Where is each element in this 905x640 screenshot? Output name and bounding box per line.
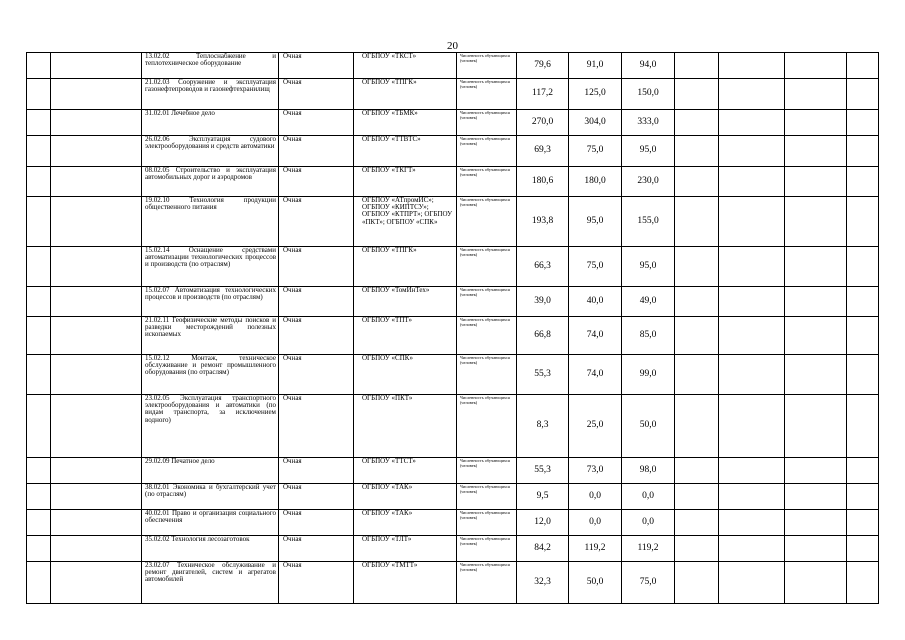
cell-empty-b [51,167,142,197]
cell-value-2: 180,0 [569,167,622,197]
cell-empty-b [51,136,142,167]
cell-empty-d [719,79,785,110]
cell-value-3: 95,0 [622,247,675,287]
cell-empty-c [675,317,719,355]
cell-empty-a [27,79,51,110]
cell-study-form: Очная [279,484,354,510]
cell-value-2: 25,0 [569,395,622,458]
cell-indicator: Численность обучающихся (человек) [457,136,517,167]
cell-indicator: Численность обучающихся (человек) [457,562,517,604]
cell-empty-b [51,395,142,458]
cell-value-2: 74,0 [569,317,622,355]
table-row [27,247,879,287]
cell-value-3: 99,0 [622,355,675,395]
cell-empty-b [51,197,142,247]
table-row [27,355,879,395]
cell-study-form: Очная [279,510,354,536]
cell-organization: ОГБПОУ «ТЛТ» [354,536,457,562]
cell-empty-f [847,167,879,197]
cell-study-form: Очная [279,536,354,562]
cell-value-1: 270,0 [517,110,569,136]
cell-value-3: 155,0 [622,197,675,247]
cell-empty-e [785,562,847,604]
cell-program: 08.02.05 Строительство и эксплуатация автомобильных дорог и аэродромов [142,167,279,197]
cell-empty-c [675,287,719,317]
table-row [27,395,879,458]
cell-empty-e [785,136,847,167]
cell-indicator: Численность обучающихся (человек) [457,53,517,79]
cell-empty-f [847,510,879,536]
cell-value-2: 75,0 [569,136,622,167]
cell-value-1: 84,2 [517,536,569,562]
cell-empty-f [847,484,879,510]
cell-empty-e [785,317,847,355]
cell-organization: ОГБПОУ «ПКТ» [354,395,457,458]
cell-value-3: 94,0 [622,53,675,79]
cell-indicator: Численность обучающихся (человек) [457,197,517,247]
cell-indicator: Численность обучающихся (человек) [457,536,517,562]
cell-value-1: 32,3 [517,562,569,604]
cell-empty-f [847,355,879,395]
cell-indicator: Численность обучающихся (человек) [457,317,517,355]
cell-empty-f [847,458,879,484]
cell-value-1: 66,3 [517,247,569,287]
cell-empty-c [675,395,719,458]
cell-value-3: 230,0 [622,167,675,197]
cell-empty-c [675,136,719,167]
cell-empty-e [785,53,847,79]
cell-empty-c [675,167,719,197]
cell-indicator: Численность обучающихся (человек) [457,79,517,110]
cell-indicator: Численность обучающихся (человек) [457,510,517,536]
cell-empty-f [847,197,879,247]
cell-empty-a [27,355,51,395]
cell-empty-d [719,562,785,604]
cell-empty-c [675,247,719,287]
cell-empty-d [719,247,785,287]
cell-empty-b [51,247,142,287]
cell-empty-a [27,287,51,317]
table-row [27,110,879,136]
cell-study-form: Очная [279,317,354,355]
cell-value-2: 50,0 [569,562,622,604]
table-row [27,536,879,562]
cell-empty-d [719,484,785,510]
cell-empty-f [847,247,879,287]
cell-empty-e [785,536,847,562]
cell-value-3: 49,0 [622,287,675,317]
cell-empty-a [27,110,51,136]
cell-program: 21.02.11 Геофизические методы поисков и разведки месторождений полезных ископаемых [142,317,279,355]
cell-value-1: 55,3 [517,355,569,395]
cell-empty-a [27,53,51,79]
cell-program: 40.02.01 Право и организация социального обеспечения [142,510,279,536]
cell-organization: ОГБПОУ «ТПТ» [354,317,457,355]
cell-empty-d [719,287,785,317]
cell-empty-e [785,287,847,317]
cell-value-2: 74,0 [569,355,622,395]
cell-empty-e [785,110,847,136]
cell-empty-e [785,484,847,510]
cell-organization: ОГБПОУ «ТКСТ» [354,53,457,79]
cell-value-3: 0,0 [622,484,675,510]
cell-value-1: 117,2 [517,79,569,110]
cell-indicator: Численность обучающихся (человек) [457,110,517,136]
cell-empty-b [51,484,142,510]
cell-empty-e [785,458,847,484]
cell-empty-c [675,484,719,510]
cell-value-1: 12,0 [517,510,569,536]
cell-empty-e [785,247,847,287]
cell-empty-a [27,136,51,167]
cell-empty-a [27,247,51,287]
cell-study-form: Очная [279,395,354,458]
cell-empty-f [847,287,879,317]
table-row [27,317,879,355]
cell-value-3: 98,0 [622,458,675,484]
cell-value-2: 0,0 [569,484,622,510]
cell-organization: ОГБПОУ «ТомИнТех» [354,287,457,317]
cell-empty-f [847,562,879,604]
cell-program: 15.02.14 Оснащение средствами автоматизации технологических процессов и производств (по отраслям) [142,247,279,287]
cell-organization: ОГБПОУ «ТПГК» [354,247,457,287]
cell-value-1: 69,3 [517,136,569,167]
table-row [27,197,879,247]
cell-program: 29.02.09 Печатное дело [142,458,279,484]
cell-study-form: Очная [279,136,354,167]
cell-empty-a [27,317,51,355]
cell-value-2: 119,2 [569,536,622,562]
cell-empty-d [719,136,785,167]
cell-empty-a [27,167,51,197]
cell-empty-c [675,562,719,604]
cell-organization: ОГБПОУ «ТТСТ» [354,458,457,484]
cell-organization: ОГБПОУ «ТАК» [354,510,457,536]
cell-program: 15.02.07 Автоматизация технологических процессов и производств (по отраслям) [142,287,279,317]
cell-program: 15.02.12 Монтаж, техническое обслуживание и ремонт промышленного оборудования (по отраслям) [142,355,279,395]
cell-value-3: 0,0 [622,510,675,536]
cell-empty-f [847,536,879,562]
cell-empty-f [847,53,879,79]
table-row [27,79,879,110]
cell-value-2: 73,0 [569,458,622,484]
cell-program: 31.02.01 Лечебное дело [142,110,279,136]
cell-value-2: 40,0 [569,287,622,317]
cell-value-2: 125,0 [569,79,622,110]
cell-value-1: 79,6 [517,53,569,79]
cell-empty-b [51,510,142,536]
cell-empty-e [785,510,847,536]
cell-value-1: 39,0 [517,287,569,317]
cell-empty-e [785,167,847,197]
cell-indicator: Численность обучающихся (человек) [457,458,517,484]
cell-indicator: Численность обучающихся (человек) [457,484,517,510]
cell-value-2: 304,0 [569,110,622,136]
cell-study-form: Очная [279,287,354,317]
cell-empty-a [27,510,51,536]
cell-empty-d [719,510,785,536]
cell-empty-d [719,458,785,484]
cell-organization: ОГБПОУ «ТТВТС» [354,136,457,167]
cell-empty-c [675,197,719,247]
cell-empty-b [51,458,142,484]
cell-value-2: 95,0 [569,197,622,247]
cell-empty-b [51,110,142,136]
cell-value-1: 66,8 [517,317,569,355]
cell-empty-c [675,536,719,562]
cell-value-3: 50,0 [622,395,675,458]
cell-empty-b [51,355,142,395]
table-row [27,287,879,317]
cell-program: 26.02.06 Эксплуатация судового электрооборудования и средств автоматики [142,136,279,167]
table-body [27,53,879,604]
table-row [27,484,879,510]
cell-empty-c [675,110,719,136]
cell-empty-a [27,458,51,484]
cell-indicator: Численность обучающихся (человек) [457,355,517,395]
cell-empty-f [847,79,879,110]
cell-empty-e [785,355,847,395]
cell-value-2: 75,0 [569,247,622,287]
cell-program: 35.02.02 Технология лесозаготовок [142,536,279,562]
cell-program: 23.02.05 Эксплуатация транспортного электрооборудования и автоматики (по видам транспорта, за исключением водного) [142,395,279,458]
cell-value-1: 8,3 [517,395,569,458]
cell-organization: ОГБПОУ «ТБМК» [354,110,457,136]
cell-indicator: Численность обучающихся (человек) [457,247,517,287]
cell-empty-f [847,395,879,458]
cell-empty-a [27,484,51,510]
cell-organization: ОГБПОУ «АТпромИС»; ОГБПОУ «КИПТСУ»; ОГБПОУ «КТПРТ»; ОГБПОУ «ПКТ»; ОГБПОУ «СПК» [354,197,457,247]
cell-value-3: 75,0 [622,562,675,604]
cell-empty-c [675,79,719,110]
cell-organization: ОГБПОУ «ТКГТ» [354,167,457,197]
cell-empty-b [51,536,142,562]
cell-empty-f [847,317,879,355]
cell-empty-c [675,355,719,395]
cell-empty-f [847,110,879,136]
programs-table [26,52,879,604]
cell-empty-d [719,355,785,395]
cell-empty-d [719,395,785,458]
cell-program: 21.02.03 Сооружение и эксплуатация газонефтепроводов и газонефтехранилищ [142,79,279,110]
cell-empty-d [719,536,785,562]
cell-empty-d [719,167,785,197]
cell-empty-d [719,197,785,247]
cell-value-1: 193,8 [517,197,569,247]
cell-organization: ОГБПОУ «ТПГК» [354,79,457,110]
cell-empty-e [785,79,847,110]
cell-empty-b [51,562,142,604]
cell-empty-c [675,458,719,484]
cell-empty-e [785,197,847,247]
table-row [27,136,879,167]
cell-program: 23.02.07 Техническое обслуживание и ремонт двигателей, систем и агрегатов автомобилей [142,562,279,604]
cell-empty-a [27,536,51,562]
cell-program: 13.02.02 Теплоснабжение и теплотехническое оборудование [142,53,279,79]
cell-value-1: 55,3 [517,458,569,484]
table-row [27,458,879,484]
cell-value-2: 91,0 [569,53,622,79]
cell-empty-d [719,110,785,136]
cell-empty-b [51,287,142,317]
cell-value-3: 333,0 [622,110,675,136]
cell-value-2: 0,0 [569,510,622,536]
cell-empty-b [51,317,142,355]
cell-empty-b [51,53,142,79]
cell-empty-a [27,562,51,604]
cell-study-form: Очная [279,247,354,287]
cell-empty-f [847,136,879,167]
cell-study-form: Очная [279,355,354,395]
cell-study-form: Очная [279,167,354,197]
cell-empty-d [719,53,785,79]
table-row [27,562,879,604]
cell-empty-a [27,197,51,247]
cell-study-form: Очная [279,53,354,79]
cell-value-3: 150,0 [622,79,675,110]
cell-empty-a [27,395,51,458]
cell-study-form: Очная [279,110,354,136]
cell-organization: ОГБПОУ «ТАК» [354,484,457,510]
cell-indicator: Численность обучающихся (человек) [457,287,517,317]
cell-study-form: Очная [279,79,354,110]
cell-program: 19.02.10 Технология продукции общественного питания [142,197,279,247]
cell-organization: ОГБПОУ «ТМТТ» [354,562,457,604]
cell-empty-e [785,395,847,458]
cell-value-3: 85,0 [622,317,675,355]
cell-indicator: Численность обучающихся (человек) [457,395,517,458]
cell-value-3: 95,0 [622,136,675,167]
table-row [27,53,879,79]
cell-program: 38.02.01 Экономика и бухгалтерский учет (по отраслям) [142,484,279,510]
cell-organization: ОГБПОУ «СПК» [354,355,457,395]
cell-study-form: Очная [279,197,354,247]
cell-empty-c [675,53,719,79]
cell-indicator: Численность обучающихся (человек) [457,167,517,197]
cell-value-3: 119,2 [622,536,675,562]
cell-value-1: 180,6 [517,167,569,197]
cell-study-form: Очная [279,562,354,604]
cell-study-form: Очная [279,458,354,484]
cell-value-1: 9,5 [517,484,569,510]
table-row [27,167,879,197]
cell-empty-c [675,510,719,536]
page-number: 20 [447,40,458,52]
table-row [27,510,879,536]
cell-empty-d [719,317,785,355]
cell-empty-b [51,79,142,110]
